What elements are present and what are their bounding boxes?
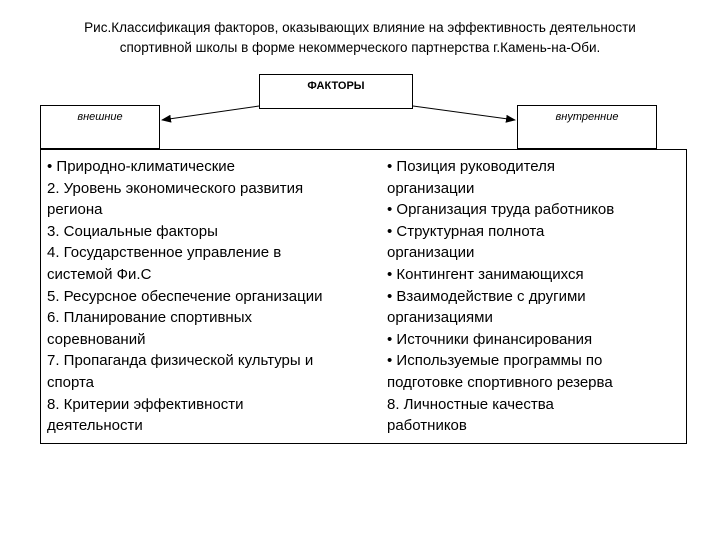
internal-factor-line: • Источники финансирования bbox=[387, 330, 593, 348]
external-factor-line: деятельности bbox=[47, 417, 143, 435]
internal-factors-box bbox=[517, 105, 657, 149]
external-factor-line: • Природно-климатические bbox=[47, 158, 236, 175]
arrow-to-internal bbox=[413, 106, 515, 120]
factors-root-label: ФАКТОРЫ bbox=[307, 80, 365, 92]
external-factors-box bbox=[40, 105, 160, 149]
internal-factors-label: внутренние bbox=[555, 111, 619, 123]
external-factors-label: внешние bbox=[77, 111, 123, 123]
external-factor-line: 4. Государственное управление в bbox=[47, 244, 282, 262]
internal-factor-line: подготовке спортивного резерва bbox=[387, 373, 613, 391]
external-factor-line: 7. Пропаганда физической культуры и bbox=[47, 352, 314, 370]
internal-factor-line: организации bbox=[387, 244, 475, 262]
internal-factor-line: организациями bbox=[387, 309, 493, 327]
external-factor-line: 3. Социальные факторы bbox=[47, 222, 218, 240]
internal-factor-line: • Позиция руководителя bbox=[387, 158, 556, 175]
external-factor-line: 6. Планирование спортивных bbox=[47, 309, 252, 327]
caption-line-1: Рис.Классификация факторов, оказывающих влияние на эффективность деятельности bbox=[84, 20, 636, 35]
internal-factor-line: • Контингент занимающихся bbox=[387, 265, 584, 283]
factors-list-box bbox=[40, 149, 687, 444]
external-factor-line: спорта bbox=[47, 373, 95, 391]
external-factor-line: соревнований bbox=[47, 330, 146, 348]
external-factor-line: системой Фи.С bbox=[47, 265, 152, 283]
caption-line-2: спортивной школы в форме некоммерческого партнерства г.Камень-на-Оби. bbox=[119, 40, 601, 55]
external-factor-line: 8. Критерии эффективности bbox=[47, 395, 244, 413]
external-factors-list bbox=[47, 156, 382, 437]
external-factor-line: 2. Уровень экономического развития bbox=[47, 179, 304, 197]
arrow-to-external bbox=[162, 106, 259, 120]
external-factor-line: 5. Ресурсное обеспечение организации bbox=[47, 287, 323, 305]
internal-factor-line: организации bbox=[387, 179, 475, 197]
internal-factor-line: • Взаимодействие с другими bbox=[387, 287, 586, 305]
external-factor-line: региона bbox=[47, 201, 103, 219]
internal-factors-list bbox=[387, 156, 682, 437]
internal-factor-line: 8. Личностные качества bbox=[387, 395, 554, 413]
factors-root-box bbox=[259, 74, 413, 109]
internal-factor-line: • Структурная полнота bbox=[387, 222, 545, 240]
internal-factor-line: • Используемые программы по bbox=[387, 352, 603, 370]
internal-factor-line: работников bbox=[387, 417, 467, 435]
internal-factor-line: • Организация труда работников bbox=[387, 201, 615, 219]
